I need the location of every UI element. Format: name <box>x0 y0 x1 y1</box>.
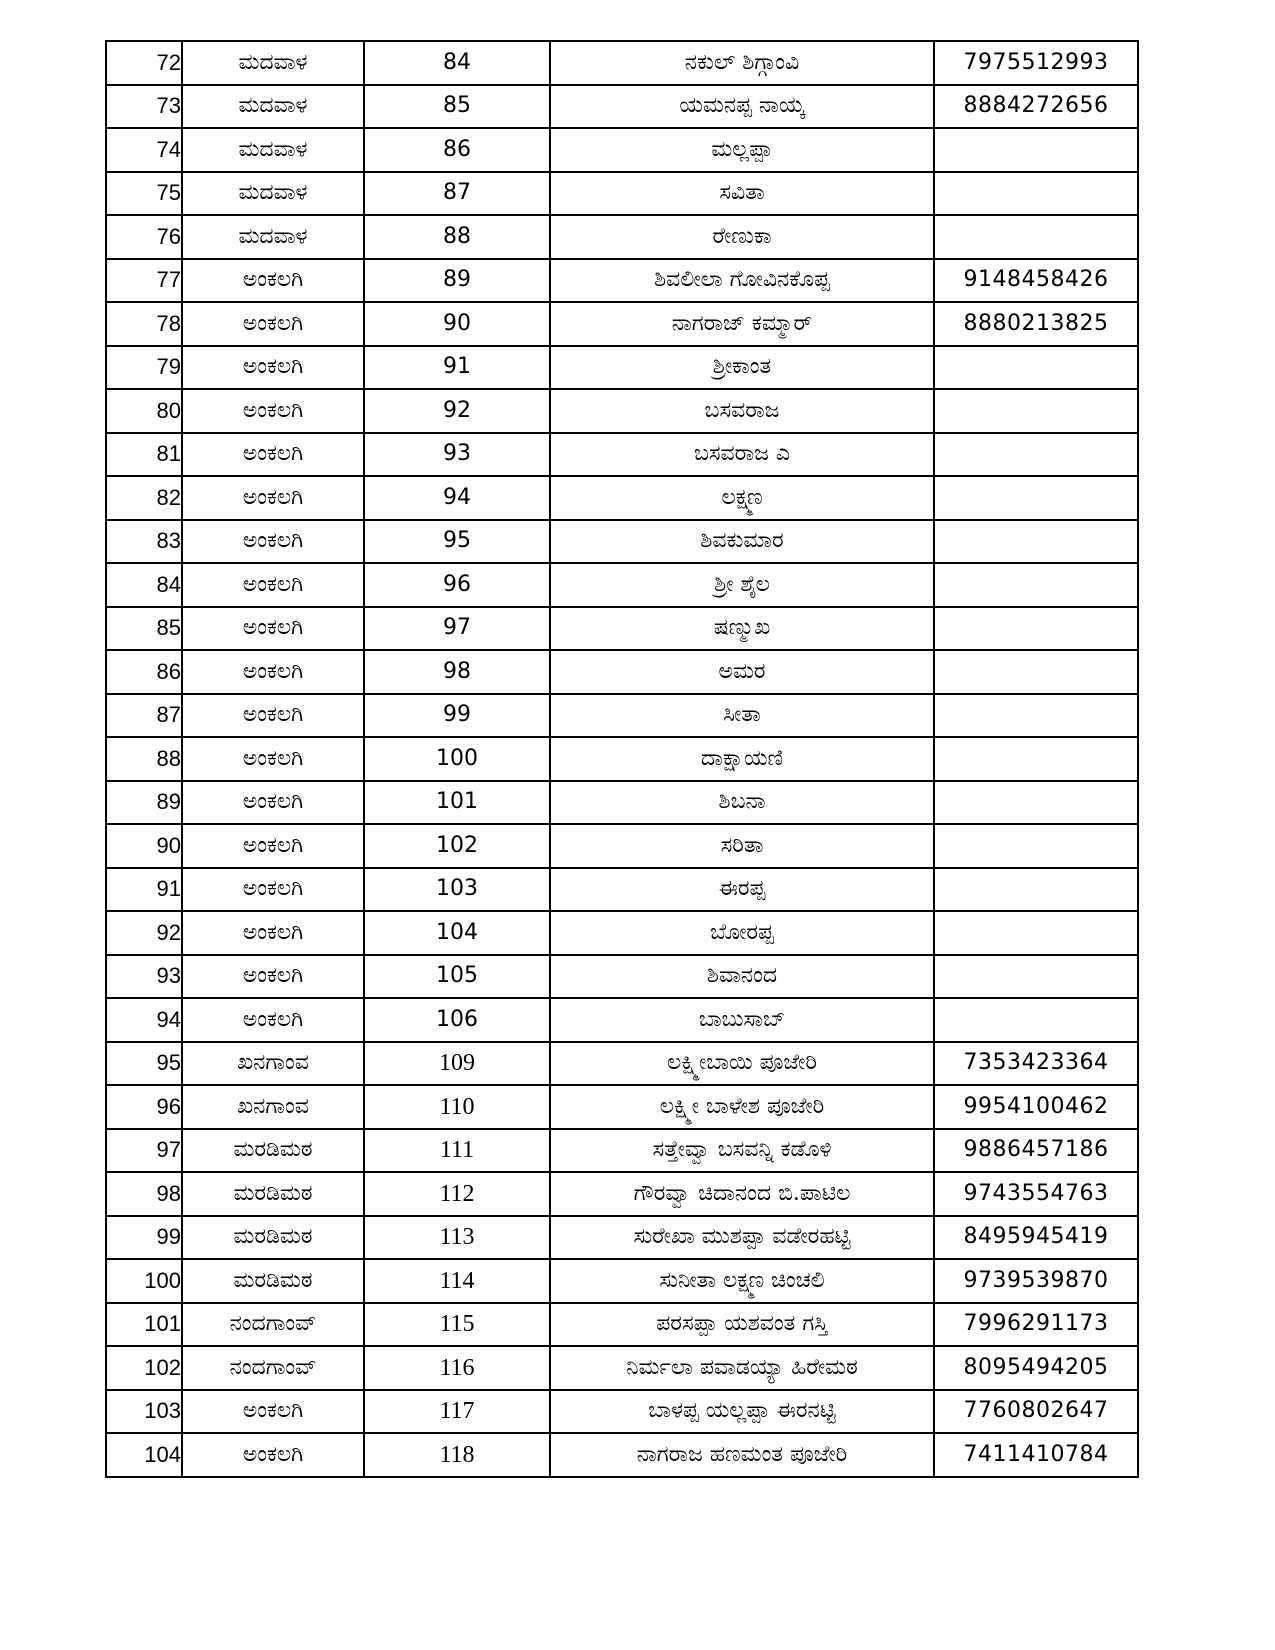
entry-number-cell: 115 <box>364 1303 550 1347</box>
entry-number-cell: 95 <box>364 520 550 564</box>
phone-number-cell <box>934 215 1138 259</box>
table-row <box>106 781 1138 825</box>
serial-number-cell: 88 <box>106 737 182 781</box>
village-cell: ಅಂಕಲಗಿ <box>182 650 364 694</box>
phone-number-cell <box>934 694 1138 738</box>
serial-number-cell: 75 <box>106 172 182 216</box>
person-name-cell: ಸುರೇಖಾ ಮುಶಪ್ಪಾ ವಡೇರಹಟ್ಟಿ <box>550 1216 934 1260</box>
person-name-cell: ಸೀತಾ <box>550 694 934 738</box>
person-name-cell: ಬೋರಪ್ಪ <box>550 911 934 955</box>
phone-number-cell <box>934 520 1138 564</box>
village-cell: ಅಂಕಲಗಿ <box>182 346 364 390</box>
phone-number-cell: 9739539870 <box>934 1259 1138 1303</box>
entry-number-cell: 105 <box>364 955 550 999</box>
table-row <box>106 1042 1138 1086</box>
village-cell: ಅಂಕಲಗಿ <box>182 737 364 781</box>
entry-number-cell: 102 <box>364 824 550 868</box>
phone-number-cell: 7411410784 <box>934 1433 1138 1477</box>
village-cell: ಅಂಕಲಗಿ <box>182 607 364 651</box>
person-name-cell: ಶಿವಲೀಲಾ ಗೋವಿನಕೊಪ್ಪ <box>550 259 934 303</box>
person-name-cell: ಬಸವರಾಜ ಎ <box>550 433 934 477</box>
person-name-cell: ಈರಪ್ಪ <box>550 868 934 912</box>
person-name-cell: ಲಕ್ಷ್ಮಣ <box>550 476 934 520</box>
table-row <box>106 1129 1138 1173</box>
person-name-cell: ಶಿಬನಾ <box>550 781 934 825</box>
entry-number-cell: 117 <box>364 1390 550 1434</box>
table-row <box>106 563 1138 607</box>
serial-number-cell: 87 <box>106 694 182 738</box>
person-name-cell: ನಾಗರಾಜ ಹಣಮಂತ ಪೂಜೇರಿ <box>550 1433 934 1477</box>
serial-number-cell: 83 <box>106 520 182 564</box>
entry-number-cell: 90 <box>364 302 550 346</box>
person-name-cell: ಯಮನಪ್ಪ ನಾಯ್ಕ <box>550 85 934 129</box>
phone-number-cell <box>934 607 1138 651</box>
phone-number-cell: 7996291173 <box>934 1303 1138 1347</box>
table-row <box>106 1433 1138 1477</box>
entry-number-cell: 87 <box>364 172 550 216</box>
person-name-cell: ಸತ್ತೇವ್ವಾ ಬಸವನ್ನಿ ಕಡೊಳಿ <box>550 1129 934 1173</box>
village-cell: ಅಂಕಲಗಿ <box>182 911 364 955</box>
table-row <box>106 259 1138 303</box>
serial-number-cell: 77 <box>106 259 182 303</box>
entry-number-cell: 101 <box>364 781 550 825</box>
table-row <box>106 1390 1138 1434</box>
entry-number-cell: 106 <box>364 998 550 1042</box>
entry-number-cell: 104 <box>364 911 550 955</box>
phone-number-cell <box>934 128 1138 172</box>
person-name-cell: ನಕುಲ್ ಶಿಗ್ಗಾಂವಿ <box>550 41 934 85</box>
person-name-cell: ಸವಿತಾ <box>550 172 934 216</box>
serial-number-cell: 73 <box>106 85 182 129</box>
entry-number-cell: 88 <box>364 215 550 259</box>
person-name-cell: ಷಣ್ಮುಖ <box>550 607 934 651</box>
table-row <box>106 824 1138 868</box>
entry-number-cell: 92 <box>364 389 550 433</box>
village-cell: ಅಂಕಲಗಿ <box>182 476 364 520</box>
table-row <box>106 520 1138 564</box>
serial-number-cell: 90 <box>106 824 182 868</box>
person-name-cell: ಮಲ್ಲಪ್ಪಾ <box>550 128 934 172</box>
phone-number-cell: 8884272656 <box>934 85 1138 129</box>
village-cell: ಮದವಾಳ <box>182 215 364 259</box>
table-row <box>106 737 1138 781</box>
table-row <box>106 41 1138 85</box>
entry-number-cell: 97 <box>364 607 550 651</box>
serial-number-cell: 92 <box>106 911 182 955</box>
village-cell: ನಂದಗಾಂವ್ <box>182 1303 364 1347</box>
village-cell: ಅಂಕಲಗಿ <box>182 563 364 607</box>
entry-number-cell: 89 <box>364 259 550 303</box>
entry-number-cell: 93 <box>364 433 550 477</box>
entry-number-cell: 99 <box>364 694 550 738</box>
serial-number-cell: 95 <box>106 1042 182 1086</box>
serial-number-cell: 97 <box>106 1129 182 1173</box>
person-name-cell: ಲಕ್ಷ್ಮೀಬಾಯಿ ಪೂಜೇರಿ <box>550 1042 934 1086</box>
entry-number-cell: 84 <box>364 41 550 85</box>
serial-number-cell: 104 <box>106 1433 182 1477</box>
phone-number-cell: 8495945419 <box>934 1216 1138 1260</box>
phone-number-cell <box>934 563 1138 607</box>
serial-number-cell: 89 <box>106 781 182 825</box>
table-row <box>106 172 1138 216</box>
village-cell: ಅಂಕಲಗಿ <box>182 694 364 738</box>
entry-number-cell: 114 <box>364 1259 550 1303</box>
entry-number-cell: 109 <box>364 1042 550 1086</box>
person-name-cell: ಬಾಳಪ್ಪ ಯಲ್ಲಪ್ಪಾ ಈರನಟ್ಟಿ <box>550 1390 934 1434</box>
entry-number-cell: 112 <box>364 1172 550 1216</box>
table-row <box>106 607 1138 651</box>
phone-number-cell <box>934 911 1138 955</box>
person-name-cell: ಶ್ರೀಕಾಂತ <box>550 346 934 390</box>
village-cell: ಅಂಕಲಗಿ <box>182 1390 364 1434</box>
phone-number-cell <box>934 650 1138 694</box>
village-cell: ಅಂಕಲಗಿ <box>182 824 364 868</box>
person-name-cell: ಪರಸಪ್ಪಾ ಯಶವಂತ ಗಸ್ತಿ <box>550 1303 934 1347</box>
person-name-cell: ಬಾಬುಸಾಬ್ <box>550 998 934 1042</box>
serial-number-cell: 85 <box>106 607 182 651</box>
person-name-cell: ಶಿವಾನಂದ <box>550 955 934 999</box>
village-cell: ಅಂಕಲಗಿ <box>182 302 364 346</box>
serial-number-cell: 101 <box>106 1303 182 1347</box>
phone-number-cell: 8095494205 <box>934 1346 1138 1390</box>
entry-number-cell: 110 <box>364 1085 550 1129</box>
phone-number-cell: 9743554763 <box>934 1172 1138 1216</box>
table-row <box>106 955 1138 999</box>
serial-number-cell: 103 <box>106 1390 182 1434</box>
person-name-cell: ರೇಣುಕಾ <box>550 215 934 259</box>
person-name-cell: ನಾಗರಾಜ್ ಕಮ್ಮಾರ್ <box>550 302 934 346</box>
entry-number-cell: 111 <box>364 1129 550 1173</box>
serial-number-cell: 84 <box>106 563 182 607</box>
phone-number-cell <box>934 868 1138 912</box>
table-row <box>106 215 1138 259</box>
person-name-cell: ಶ್ರೀ ಶೈಲ <box>550 563 934 607</box>
phone-number-cell: 7760802647 <box>934 1390 1138 1434</box>
person-name-cell: ಗೌರವ್ವಾ ಚಿದಾನಂದ ಬಿ.ಪಾಟಿಲ <box>550 1172 934 1216</box>
table-row <box>106 998 1138 1042</box>
person-name-cell: ಬಸವರಾಜ <box>550 389 934 433</box>
table-row <box>106 302 1138 346</box>
village-cell: ಅಂಕಲಗಿ <box>182 520 364 564</box>
phone-number-cell: 7353423364 <box>934 1042 1138 1086</box>
phone-number-cell <box>934 172 1138 216</box>
village-cell: ಅಂಕಲಗಿ <box>182 259 364 303</box>
serial-number-cell: 93 <box>106 955 182 999</box>
phone-number-cell: 9954100462 <box>934 1085 1138 1129</box>
phone-number-cell <box>934 781 1138 825</box>
village-cell: ಮರಡಿಮಠ <box>182 1259 364 1303</box>
phone-number-cell <box>934 433 1138 477</box>
phone-number-cell <box>934 824 1138 868</box>
entry-number-cell: 91 <box>364 346 550 390</box>
village-cell: ಅಂಕಲಗಿ <box>182 868 364 912</box>
entry-number-cell: 94 <box>364 476 550 520</box>
serial-number-cell: 100 <box>106 1259 182 1303</box>
village-cell: ಮದವಾಳ <box>182 128 364 172</box>
village-cell: ಮದವಾಳ <box>182 172 364 216</box>
village-cell: ಮರಡಿಮಠ <box>182 1172 364 1216</box>
table-row <box>106 128 1138 172</box>
person-name-cell: ದಾಕ್ಷಾಯಣಿ <box>550 737 934 781</box>
serial-number-cell: 72 <box>106 41 182 85</box>
table-row <box>106 346 1138 390</box>
serial-number-cell: 81 <box>106 433 182 477</box>
table-row <box>106 85 1138 129</box>
table-row <box>106 433 1138 477</box>
entry-number-cell: 85 <box>364 85 550 129</box>
phone-number-cell: 8880213825 <box>934 302 1138 346</box>
serial-number-cell: 79 <box>106 346 182 390</box>
table-row <box>106 694 1138 738</box>
phone-number-cell <box>934 346 1138 390</box>
village-cell: ಮದವಾಳ <box>182 41 364 85</box>
entry-number-cell: 96 <box>364 563 550 607</box>
entry-number-cell: 118 <box>364 1433 550 1477</box>
phone-number-cell <box>934 998 1138 1042</box>
person-name-cell: ಸುನೀತಾ ಲಕ್ಷ್ಮಣ ಚಿಂಚಲಿ <box>550 1259 934 1303</box>
table-row <box>106 1259 1138 1303</box>
entry-number-cell: 98 <box>364 650 550 694</box>
person-name-cell: ಸರಿತಾ <box>550 824 934 868</box>
table-row <box>106 1346 1138 1390</box>
person-name-cell: ಲಕ್ಷ್ಮೀ ಬಾಳೇಶ ಪೂಜೇರಿ <box>550 1085 934 1129</box>
serial-number-cell: 74 <box>106 128 182 172</box>
serial-number-cell: 76 <box>106 215 182 259</box>
phone-number-cell <box>934 955 1138 999</box>
table-row <box>106 1085 1138 1129</box>
phone-number-cell: 9886457186 <box>934 1129 1138 1173</box>
village-cell: ಅಂಕಲಗಿ <box>182 781 364 825</box>
serial-number-cell: 99 <box>106 1216 182 1260</box>
serial-number-cell: 98 <box>106 1172 182 1216</box>
serial-number-cell: 91 <box>106 868 182 912</box>
phone-number-cell: 7975512993 <box>934 41 1138 85</box>
table-row <box>106 650 1138 694</box>
village-cell: ಅಂಕಲಗಿ <box>182 1433 364 1477</box>
person-name-cell: ಅಮರ <box>550 650 934 694</box>
village-cell: ಅಂಕಲಗಿ <box>182 998 364 1042</box>
village-cell: ಮದವಾಳ <box>182 85 364 129</box>
phone-number-cell: 9148458426 <box>934 259 1138 303</box>
entry-number-cell: 86 <box>364 128 550 172</box>
table-row <box>106 868 1138 912</box>
table-row <box>106 389 1138 433</box>
village-cell: ಖನಗಾಂವ <box>182 1085 364 1129</box>
village-cell: ನಂದಗಾಂವ್ <box>182 1346 364 1390</box>
entry-number-cell: 100 <box>364 737 550 781</box>
serial-number-cell: 82 <box>106 476 182 520</box>
village-cell: ಅಂಕಲಗಿ <box>182 433 364 477</box>
entry-number-cell: 113 <box>364 1216 550 1260</box>
table-row <box>106 1216 1138 1260</box>
table-row <box>106 476 1138 520</box>
table-row <box>106 911 1138 955</box>
person-name-cell: ನಿರ್ಮಲಾ ಪವಾಡಯ್ಯಾ ಹಿರೇಮಠ <box>550 1346 934 1390</box>
serial-number-cell: 94 <box>106 998 182 1042</box>
phone-number-cell <box>934 737 1138 781</box>
village-cell: ಮರಡಿಮಠ <box>182 1216 364 1260</box>
phone-number-cell <box>934 389 1138 433</box>
serial-number-cell: 80 <box>106 389 182 433</box>
table-body <box>106 41 1138 1477</box>
serial-number-cell: 86 <box>106 650 182 694</box>
person-name-cell: ಶಿವಕುಮಾರ <box>550 520 934 564</box>
village-cell: ಅಂಕಲಗಿ <box>182 389 364 433</box>
village-cell: ಖನಗಾಂವ <box>182 1042 364 1086</box>
serial-number-cell: 78 <box>106 302 182 346</box>
serial-number-cell: 102 <box>106 1346 182 1390</box>
village-cell: ಮರಡಿಮಠ <box>182 1129 364 1173</box>
serial-number-cell: 96 <box>106 1085 182 1129</box>
table-row <box>106 1172 1138 1216</box>
village-cell: ಅಂಕಲಗಿ <box>182 955 364 999</box>
beneficiary-table <box>105 40 1139 1478</box>
phone-number-cell <box>934 476 1138 520</box>
entry-number-cell: 103 <box>364 868 550 912</box>
table-row <box>106 1303 1138 1347</box>
entry-number-cell: 116 <box>364 1346 550 1390</box>
